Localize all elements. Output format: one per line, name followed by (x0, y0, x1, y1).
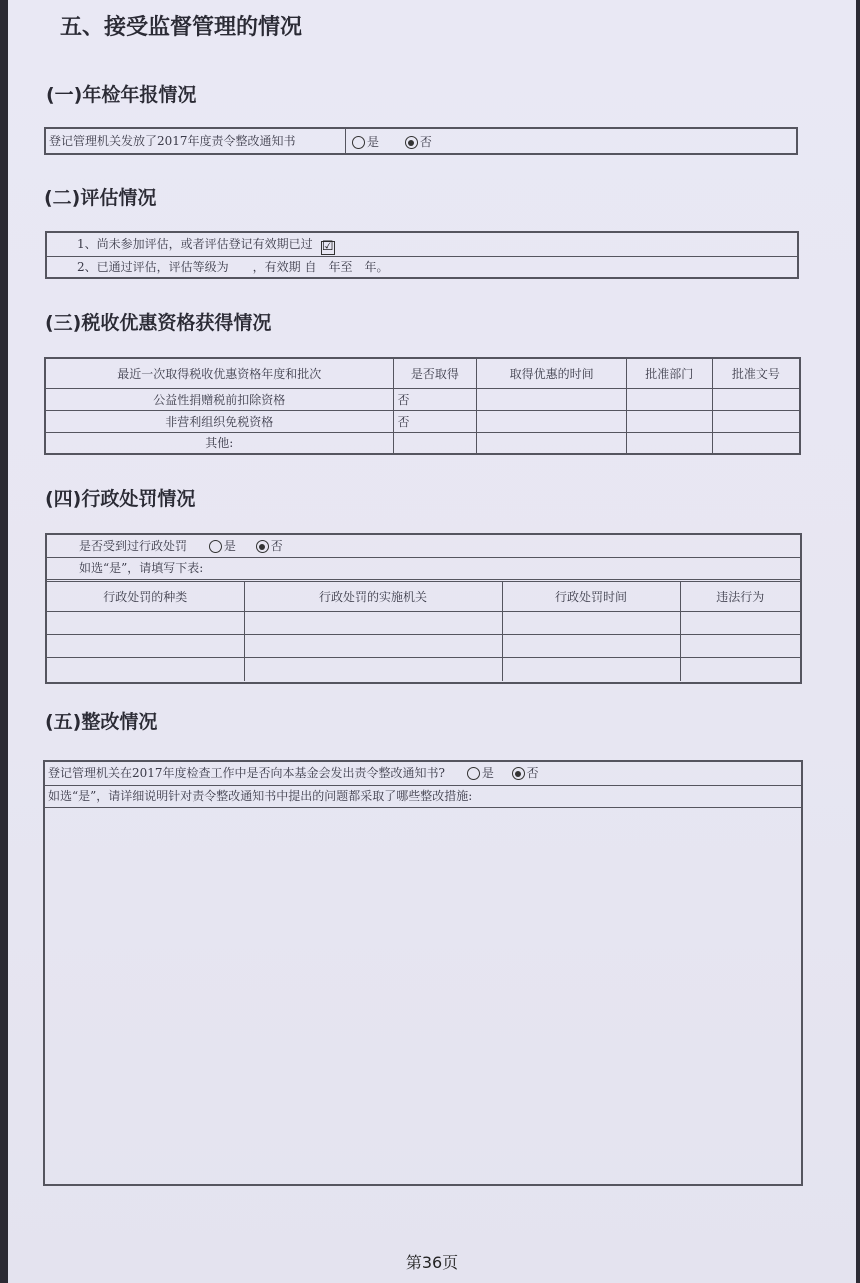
page-number: 第36页 (405, 1253, 459, 1272)
penalty-note: 如选“是”，请填写下表: (47, 558, 800, 580)
section-title: 五、接受监督管理的情况 (60, 15, 303, 40)
table-cell (47, 658, 244, 681)
header-doc-number: 批准文号 (712, 358, 800, 388)
table-cell: 公益性捐赠税前扣除资格 (45, 388, 393, 410)
tax-incentive-heading: (三)税收优惠资格获得情况 (45, 312, 272, 334)
table-cell (244, 635, 502, 658)
table-cell (680, 658, 800, 681)
rectification-heading: (五)整改情况 (45, 711, 158, 733)
rectification-radio-no-label: 否 (526, 766, 539, 780)
table-row (45, 388, 800, 410)
table-cell (244, 658, 502, 681)
penalty-radio-yes-label: 是 (223, 539, 236, 553)
table-row (45, 432, 800, 454)
annual-inspection-box (44, 127, 798, 155)
header-qualification: 最近一次取得税收优惠资格年度和批次 (45, 358, 393, 388)
radio-no[interactable] (405, 136, 418, 149)
rectification-radio-no[interactable] (512, 767, 525, 780)
table-cell (502, 658, 680, 681)
table-cell (47, 612, 244, 635)
penalty-box (45, 533, 802, 684)
checked-checkbox-icon[interactable]: ☑ (321, 239, 334, 254)
table-cell: 其他: (45, 432, 393, 454)
radio-yes[interactable] (352, 136, 365, 149)
evaluation-row-2: 2、已通过评估，评估等级为 ，有效期 自 年至 年。 (77, 260, 389, 274)
evaluation-row-1 (47, 233, 797, 257)
table-cell (393, 432, 477, 454)
table-cell (477, 432, 627, 454)
table-cell: 非营利组织免税资格 (45, 410, 393, 432)
penalty-question: 是否受到过行政处罚 (79, 539, 188, 553)
table-cell (712, 388, 800, 410)
table-cell (477, 388, 627, 410)
penalty-radio-yes[interactable] (209, 540, 222, 553)
table-cell: 否 (393, 388, 477, 410)
header-penalty-time: 行政处罚时间 (502, 582, 680, 612)
penalty-table (47, 581, 800, 681)
header-department: 批准部门 (626, 358, 712, 388)
rectification-notice-question: 登记管理机关发放了2017年度责令整改通知书 (46, 129, 346, 153)
table-cell (244, 612, 502, 635)
penalty-header-row (47, 582, 800, 612)
table-cell (626, 388, 712, 410)
penalty-heading: (四)行政处罚情况 (45, 488, 196, 510)
table-cell (502, 635, 680, 658)
rectification-measures-area[interactable] (45, 808, 801, 1184)
penalty-radio-no-label: 否 (270, 539, 283, 553)
document-page (8, 0, 856, 1283)
table-cell (626, 432, 712, 454)
header-penalty-type: 行政处罚的种类 (47, 582, 244, 612)
rectification-radio-yes[interactable] (467, 767, 480, 780)
rectification-question: 登记管理机关在2017年度检查工作中是否向本基金会发出责令整改通知书? (48, 766, 445, 780)
header-penalty-authority: 行政处罚的实施机关 (244, 582, 502, 612)
evaluation-not-participated: 1、尚未参加评估，或者评估登记有效期已过 (77, 237, 313, 251)
header-obtained: 是否取得 (393, 358, 477, 388)
table-cell (502, 612, 680, 635)
annual-inspection-heading: (一)年检年报情况 (46, 84, 197, 106)
table-row (47, 658, 800, 681)
radio-no-label: 否 (419, 135, 432, 149)
rectification-notice-options (352, 133, 432, 150)
table-cell (47, 635, 244, 658)
penalty-question-row (47, 535, 800, 558)
rectification-box (43, 760, 803, 1186)
rectification-question-row (45, 762, 801, 786)
table-row (47, 635, 800, 658)
rectification-radio-yes-label: 是 (481, 766, 494, 780)
table-cell (680, 612, 800, 635)
table-cell (712, 410, 800, 432)
radio-yes-label: 是 (367, 135, 380, 149)
table-row (47, 612, 800, 635)
evaluation-heading: (二)评估情况 (44, 187, 157, 209)
rectification-note: 如选“是”，请详细说明针对责令整改通知书中提出的问题都采取了哪些整改措施: (45, 786, 801, 808)
tax-incentive-table (44, 357, 801, 455)
table-cell: 否 (393, 410, 477, 432)
table-cell (626, 410, 712, 432)
penalty-radio-no[interactable] (256, 540, 269, 553)
header-violation: 违法行为 (680, 582, 800, 612)
table-row (45, 410, 800, 432)
table-cell (680, 635, 800, 658)
table-cell (477, 410, 627, 432)
table-cell (712, 432, 800, 454)
tax-incentive-header-row (45, 358, 800, 388)
header-time: 取得优惠的时间 (477, 358, 627, 388)
evaluation-box (45, 231, 799, 279)
